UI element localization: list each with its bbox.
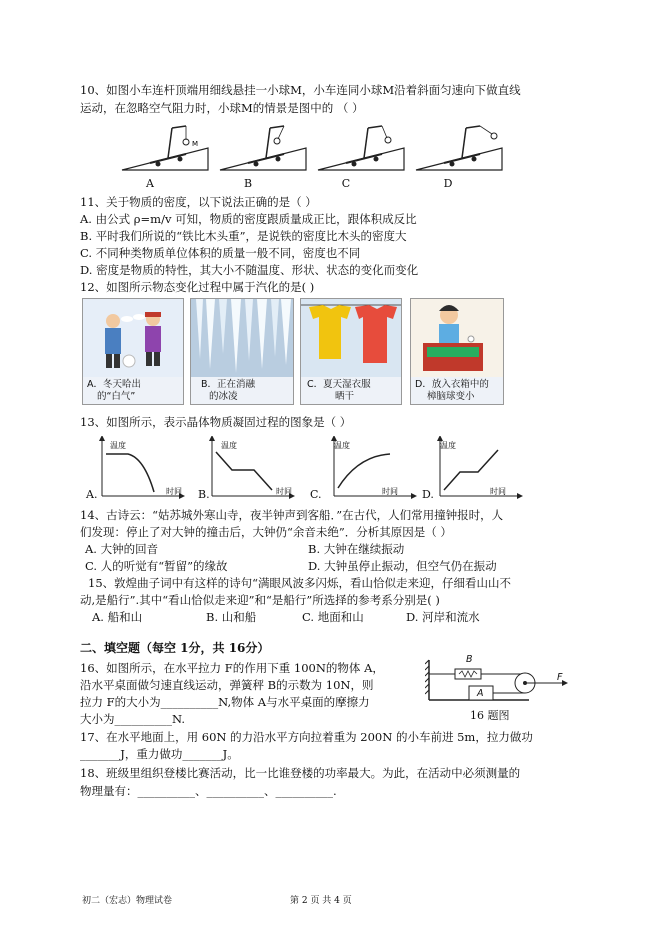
q11-option-d: D. 密度是物质的特性，其大小不随温度、形状、状态的变化而变化 — [80, 263, 419, 277]
winter-breath-illustration — [83, 299, 183, 377]
q10-line1: 10、如图小车连杆顶端用细线悬挂一小球M，小车连同小球M沿着斜面匀速向下做直线 — [80, 83, 521, 97]
q11-stem: 11、关于物质的密度，以下说法正确的是（ ） — [80, 195, 317, 209]
q16-label-f: F — [557, 672, 563, 683]
graph-a-ylabel: 温度 — [110, 441, 126, 450]
q13-option-d: D. — [422, 488, 434, 501]
q16-line2: 沿水平桌面做匀速直线运动，弹簧秤 B的示数为 10N，则 — [80, 678, 374, 692]
q12-caption-b-line1: B．正在消融 — [201, 379, 256, 390]
q15-option-c: C. 地面和山 — [302, 610, 364, 624]
q15-option-b: B. 山和船 — [206, 610, 257, 624]
q10-option-a: A — [146, 177, 154, 190]
q11-option-c: C. 不同种类物质单位体积的质量一般不同，密度也不同 — [80, 246, 361, 260]
q10-option-b: B — [243, 177, 253, 190]
graph-d-ylabel: 温度 — [440, 441, 456, 450]
footer-page-number: 第 2 页 共 4 页 — [290, 896, 352, 906]
q13-option-c: C. — [310, 488, 322, 501]
q12-photo-b — [190, 298, 294, 405]
q11-option-a: A. 由公式 ρ=m/v 可知，物质的密度跟质量成正比，跟体积成反比 — [80, 212, 417, 226]
q12-photo-d — [410, 298, 504, 405]
q10-option-c: C — [341, 177, 351, 190]
incline-cart-figure-b — [218, 118, 308, 173]
q12-caption-a-line2: 的“白气” — [97, 391, 136, 402]
q13-stem: 13、如图所示，表示晶体物质凝固过程的图象是（ ） — [80, 415, 352, 429]
incline-cart-figure-a — [120, 118, 210, 173]
q12-caption-a-line1: A．冬天哈出 — [87, 379, 141, 390]
footer-exam-name: 初二（宏志）物理试卷 — [82, 896, 173, 906]
q12-caption-d-line1: D．放入衣箱中的 — [415, 379, 489, 390]
icicles-illustration — [191, 299, 293, 377]
q14-line1: 14、古诗云：“姑苏城外寒山寺，夜半钟声到客船．”在古代，人们常用撞钟报时，人 — [80, 508, 504, 522]
q15-line1: 15、敦煌曲子词中有这样的诗句“满眼风波多闪烁，看山恰似走来迎，仔细看山山不 — [88, 576, 512, 590]
incline-cart-figure-d — [414, 118, 510, 173]
graph-b-ylabel: 温度 — [221, 441, 237, 450]
q18-line2: 物理量有：__________、__________、__________. — [80, 784, 337, 798]
q16-pulley-figure — [425, 656, 575, 706]
q12-stem: 12、如图所示物态变化过程中属于汽化的是( ) — [80, 280, 315, 294]
q10-option-d: D — [443, 177, 453, 190]
q18-line1: 18、班级里组织登楼比赛活动，比一比谁登楼的功率最大。为此，在活动中必须测量的 — [80, 766, 521, 780]
q15-line2: 动,是船行”.其中“看山恰似走来迎”和“是船行”所选择的参考系分别是( ) — [80, 593, 440, 607]
q17-line2: _______J，重力做功_______J。 — [80, 747, 239, 761]
graph-c-ylabel: 温度 — [334, 441, 350, 450]
q16-line1: 16、如图所示，在水平拉力 F的作用下重 100N的物体 A， — [80, 661, 384, 675]
q13-option-a: A. — [86, 488, 98, 501]
ball-label: M — [192, 140, 199, 148]
q14-option-a: A. 大钟的回音 — [85, 542, 159, 556]
q16-figure-caption: 16 题图 — [470, 709, 510, 722]
q14-line2: 们发现：停止了对大钟的撞击后，大钟仍“余音未绝”．分析其原因是（ ） — [80, 525, 452, 539]
q15-option-a: A. 船和山 — [92, 610, 143, 624]
q17-line1: 17、在水平地面上，用 60N 的力沿水平方向拉着重为 200N 的小车前进 5m，拉力做功 — [80, 730, 533, 744]
section-2-title: 二、填空题（每空 1分，共 16分） — [80, 641, 270, 655]
q12-photo-a — [82, 298, 184, 405]
drying-clothes-illustration — [301, 299, 401, 377]
q14-option-c: C. 人的听觉有“暂留”的缘故 — [85, 559, 228, 573]
q11-option-b: B. 平时我们所说的“铁比木头重”，是说铁的密度比木头的密度大 — [80, 229, 407, 243]
q12-caption-b-line2: 的冰凌 — [209, 391, 238, 402]
incline-cart-figure-c — [316, 118, 406, 173]
q14-option-d: D. 大钟虽停止振动，但空气仍在振动 — [308, 559, 497, 573]
q12-caption-c-line1: C．夏天湿衣服 — [307, 379, 371, 390]
q16-line3: 拉力 F的大小为__________N,物体 A与水平桌面的摩擦力 — [80, 695, 370, 709]
q12-photo-c — [300, 298, 402, 405]
q10-line2: 运动，在忽略空气阻力时，小球M的情景是图中的 （ ） — [80, 101, 364, 115]
graph-a-xlabel: 时间 — [166, 487, 182, 496]
q14-option-b: B. 大钟在继续振动 — [308, 542, 405, 556]
q12-caption-c-line2: 晒干 — [335, 391, 355, 402]
graph-c-xlabel: 时间 — [382, 487, 398, 496]
q16-line4: 大小为__________N. — [80, 712, 185, 726]
q16-label-a: A — [477, 688, 484, 699]
graph-b-xlabel: 时间 — [276, 487, 292, 496]
q10-figures — [120, 118, 510, 173]
q13-option-b: B. — [198, 488, 210, 501]
graph-d-xlabel: 时间 — [490, 487, 506, 496]
q15-option-d: D. 河岸和流水 — [406, 610, 480, 624]
q16-label-b: B — [466, 654, 473, 665]
mothball-wardrobe-illustration — [411, 299, 503, 377]
q12-caption-d-line2: 樟脑球变小 — [427, 391, 475, 402]
